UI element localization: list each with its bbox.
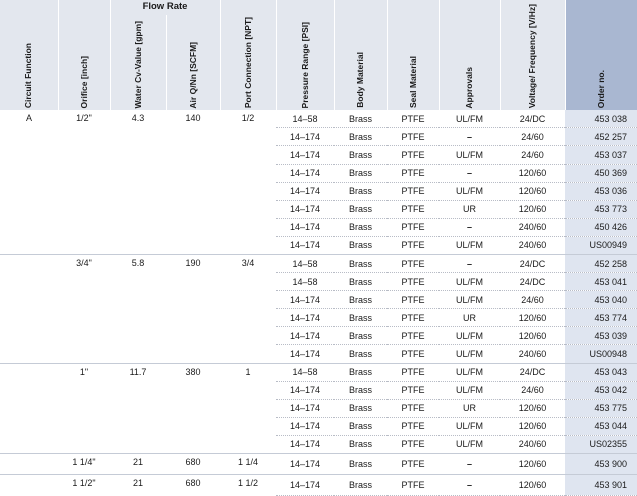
- water-cv-cell: 4.3: [131, 113, 145, 124]
- voltage-cell: 120/60: [500, 327, 565, 345]
- order-cell: US00948: [565, 345, 637, 363]
- air-flow-cell: 380: [166, 363, 220, 453]
- voltage-cell: 24/60: [500, 128, 565, 146]
- header-flow-rate: Flow Rate: [110, 0, 220, 15]
- header-circuit-function: Circuit Function: [0, 0, 58, 110]
- order-cell: 453 037: [565, 146, 637, 164]
- body-cell: Brass: [334, 236, 387, 254]
- approvals-cell: UL/FM: [439, 236, 500, 254]
- pressure-cell: 14–174: [276, 454, 334, 475]
- pressure-cell: 14–58: [276, 110, 334, 128]
- seal-cell: PTFE: [387, 399, 439, 417]
- order-cell: 453 036: [565, 182, 637, 200]
- pressure-cell: 14–174: [276, 345, 334, 363]
- body-cell: Brass: [334, 475, 387, 496]
- approvals-cell: UL/FM: [439, 146, 500, 164]
- seal-cell: PTFE: [387, 327, 439, 345]
- body-cell: Brass: [334, 363, 387, 381]
- voltage-cell: 120/60: [500, 399, 565, 417]
- voltage-cell: 24/60: [500, 381, 565, 399]
- port-connection-cell: 1 1/4: [220, 454, 276, 475]
- pressure-cell: 14–58: [276, 254, 334, 272]
- body-cell: Brass: [334, 128, 387, 146]
- voltage-cell: 120/60: [500, 200, 565, 218]
- seal-cell: PTFE: [387, 146, 439, 164]
- order-cell: 453 773: [565, 200, 637, 218]
- body-cell: Brass: [334, 164, 387, 182]
- pressure-cell: 14–174: [276, 435, 334, 453]
- body-cell: Brass: [334, 182, 387, 200]
- voltage-cell: 240/60: [500, 345, 565, 363]
- port-connection-cell: 1/2: [241, 113, 255, 124]
- order-cell: 453 775: [565, 399, 637, 417]
- circuit-function-cell: A: [25, 113, 32, 124]
- pressure-cell: 14–174: [276, 417, 334, 435]
- body-cell: Brass: [334, 309, 387, 327]
- pressure-cell: 14–174: [276, 182, 334, 200]
- voltage-cell: 120/60: [500, 182, 565, 200]
- voltage-cell: 24/DC: [500, 110, 565, 128]
- body-cell: Brass: [334, 200, 387, 218]
- voltage-cell: 24/DC: [500, 273, 565, 291]
- body-cell: Brass: [334, 291, 387, 309]
- seal-cell: PTFE: [387, 218, 439, 236]
- header-order-no: Order no.: [565, 0, 637, 110]
- header-water-cv: Water Cv-Value [gpm]: [110, 15, 166, 110]
- approvals-cell: –: [439, 128, 500, 146]
- header-pressure-range: Pressure Range [PSI]: [276, 0, 334, 110]
- orifice-cell: 1": [58, 363, 110, 453]
- pressure-cell: 14–174: [276, 309, 334, 327]
- water-cv-cell: 21: [110, 475, 166, 496]
- water-cv-cell: 11.7: [110, 363, 166, 453]
- seal-cell: PTFE: [387, 345, 439, 363]
- seal-cell: PTFE: [387, 309, 439, 327]
- port-connection-cell: 3/4: [220, 254, 276, 363]
- air-flow-cell: 680: [166, 475, 220, 496]
- order-cell: 450 369: [565, 164, 637, 182]
- body-cell: Brass: [334, 327, 387, 345]
- water-cv-cell: 5.8: [110, 254, 166, 363]
- seal-cell: PTFE: [387, 182, 439, 200]
- voltage-cell: 120/60: [500, 309, 565, 327]
- seal-cell: PTFE: [387, 454, 439, 475]
- voltage-cell: 24/DC: [500, 254, 565, 272]
- seal-cell: PTFE: [387, 435, 439, 453]
- seal-cell: PTFE: [387, 110, 439, 128]
- seal-cell: PTFE: [387, 128, 439, 146]
- order-cell: US00949: [565, 236, 637, 254]
- order-cell: US02355: [565, 435, 637, 453]
- order-cell: 453 043: [565, 363, 637, 381]
- approvals-cell: –: [439, 454, 500, 475]
- air-flow-cell: 680: [166, 454, 220, 475]
- pressure-cell: 14–174: [276, 218, 334, 236]
- orifice-cell: 3/4": [58, 254, 110, 363]
- approvals-cell: UL/FM: [439, 291, 500, 309]
- pressure-cell: 14–174: [276, 146, 334, 164]
- body-cell: Brass: [334, 381, 387, 399]
- order-cell: 453 044: [565, 417, 637, 435]
- water-cv-cell: 21: [110, 454, 166, 475]
- header-orifice: Orifice [inch]: [58, 0, 110, 110]
- voltage-cell: 24/60: [500, 146, 565, 164]
- header-seal-material: Seal Material: [387, 0, 439, 110]
- order-cell: 450 426: [565, 218, 637, 236]
- seal-cell: PTFE: [387, 273, 439, 291]
- order-cell: 453 039: [565, 327, 637, 345]
- pressure-cell: 14–174: [276, 164, 334, 182]
- voltage-cell: 24/60: [500, 291, 565, 309]
- air-flow-cell: 140: [185, 113, 201, 124]
- pressure-cell: 14–174: [276, 291, 334, 309]
- approvals-cell: –: [439, 218, 500, 236]
- order-cell: 453 040: [565, 291, 637, 309]
- voltage-cell: 120/60: [500, 417, 565, 435]
- body-cell: Brass: [334, 345, 387, 363]
- order-cell: 453 900: [565, 454, 637, 475]
- approvals-cell: –: [439, 164, 500, 182]
- approvals-cell: UL/FM: [439, 381, 500, 399]
- pressure-cell: 14–174: [276, 475, 334, 496]
- order-cell: 452 258: [565, 254, 637, 272]
- seal-cell: PTFE: [387, 475, 439, 496]
- seal-cell: PTFE: [387, 291, 439, 309]
- header-body-material: Body Material: [334, 0, 387, 110]
- approvals-cell: –: [439, 254, 500, 272]
- orifice-cell: 1 1/4": [58, 454, 110, 475]
- circuit-function-cell: [0, 363, 58, 453]
- approvals-cell: UL/FM: [439, 435, 500, 453]
- seal-cell: PTFE: [387, 417, 439, 435]
- pressure-cell: 14–58: [276, 363, 334, 381]
- approvals-cell: UL/FM: [439, 182, 500, 200]
- body-cell: Brass: [334, 435, 387, 453]
- seal-cell: PTFE: [387, 363, 439, 381]
- approvals-cell: UR: [439, 399, 500, 417]
- table-row: [0, 475, 637, 496]
- approvals-cell: UR: [439, 200, 500, 218]
- header-air-flow: Air Q/Nn [SCFM]: [166, 15, 220, 110]
- body-cell: Brass: [334, 273, 387, 291]
- voltage-cell: 120/60: [500, 164, 565, 182]
- voltage-cell: 120/60: [500, 475, 565, 496]
- pressure-cell: 14–174: [276, 327, 334, 345]
- approvals-cell: UL/FM: [439, 345, 500, 363]
- body-cell: Brass: [334, 146, 387, 164]
- pressure-cell: 14–58: [276, 273, 334, 291]
- port-connection-cell: 1: [220, 363, 276, 453]
- approvals-cell: –: [439, 475, 500, 496]
- orifice-cell: 1/2": [76, 113, 92, 124]
- approvals-cell: UL/FM: [439, 363, 500, 381]
- body-cell: Brass: [334, 254, 387, 272]
- circuit-function-cell: [0, 475, 58, 496]
- body-cell: Brass: [334, 454, 387, 475]
- seal-cell: PTFE: [387, 254, 439, 272]
- order-cell: 453 042: [565, 381, 637, 399]
- body-cell: Brass: [334, 399, 387, 417]
- header-voltage-frequency: Voltage/ Frequency [V/Hz]: [500, 0, 565, 110]
- order-cell: 453 041: [565, 273, 637, 291]
- table-row: [0, 254, 637, 272]
- approvals-cell: UR: [439, 309, 500, 327]
- voltage-cell: 240/60: [500, 435, 565, 453]
- body-cell: Brass: [334, 218, 387, 236]
- header-port-connection: Port Connection [NPT]: [220, 0, 276, 110]
- pressure-cell: 14–174: [276, 200, 334, 218]
- approvals-cell: UL/FM: [439, 417, 500, 435]
- voltage-cell: 120/60: [500, 454, 565, 475]
- approvals-cell: UL/FM: [439, 110, 500, 128]
- order-cell: 452 257: [565, 128, 637, 146]
- pressure-cell: 14–174: [276, 381, 334, 399]
- table-row: [0, 363, 637, 381]
- order-cell: 453 038: [565, 110, 637, 128]
- body-cell: Brass: [334, 110, 387, 128]
- voltage-cell: 24/DC: [500, 363, 565, 381]
- voltage-cell: 240/60: [500, 218, 565, 236]
- seal-cell: PTFE: [387, 200, 439, 218]
- table-body: [0, 110, 637, 495]
- circuit-function-cell: [0, 254, 58, 363]
- approvals-cell: UL/FM: [439, 327, 500, 345]
- seal-cell: PTFE: [387, 236, 439, 254]
- order-cell: 453 901: [565, 475, 637, 496]
- order-cell: 453 774: [565, 309, 637, 327]
- seal-cell: PTFE: [387, 164, 439, 182]
- table-row: [0, 110, 637, 128]
- header-approvals: Approvals: [439, 0, 500, 110]
- approvals-cell: UL/FM: [439, 273, 500, 291]
- orifice-cell: 1 1/2": [58, 475, 110, 496]
- air-flow-cell: 190: [166, 254, 220, 363]
- voltage-cell: 240/60: [500, 236, 565, 254]
- port-connection-cell: 1 1/2: [220, 475, 276, 496]
- pressure-cell: 14–174: [276, 128, 334, 146]
- pressure-cell: 14–174: [276, 399, 334, 417]
- pressure-cell: 14–174: [276, 236, 334, 254]
- body-cell: Brass: [334, 417, 387, 435]
- seal-cell: PTFE: [387, 381, 439, 399]
